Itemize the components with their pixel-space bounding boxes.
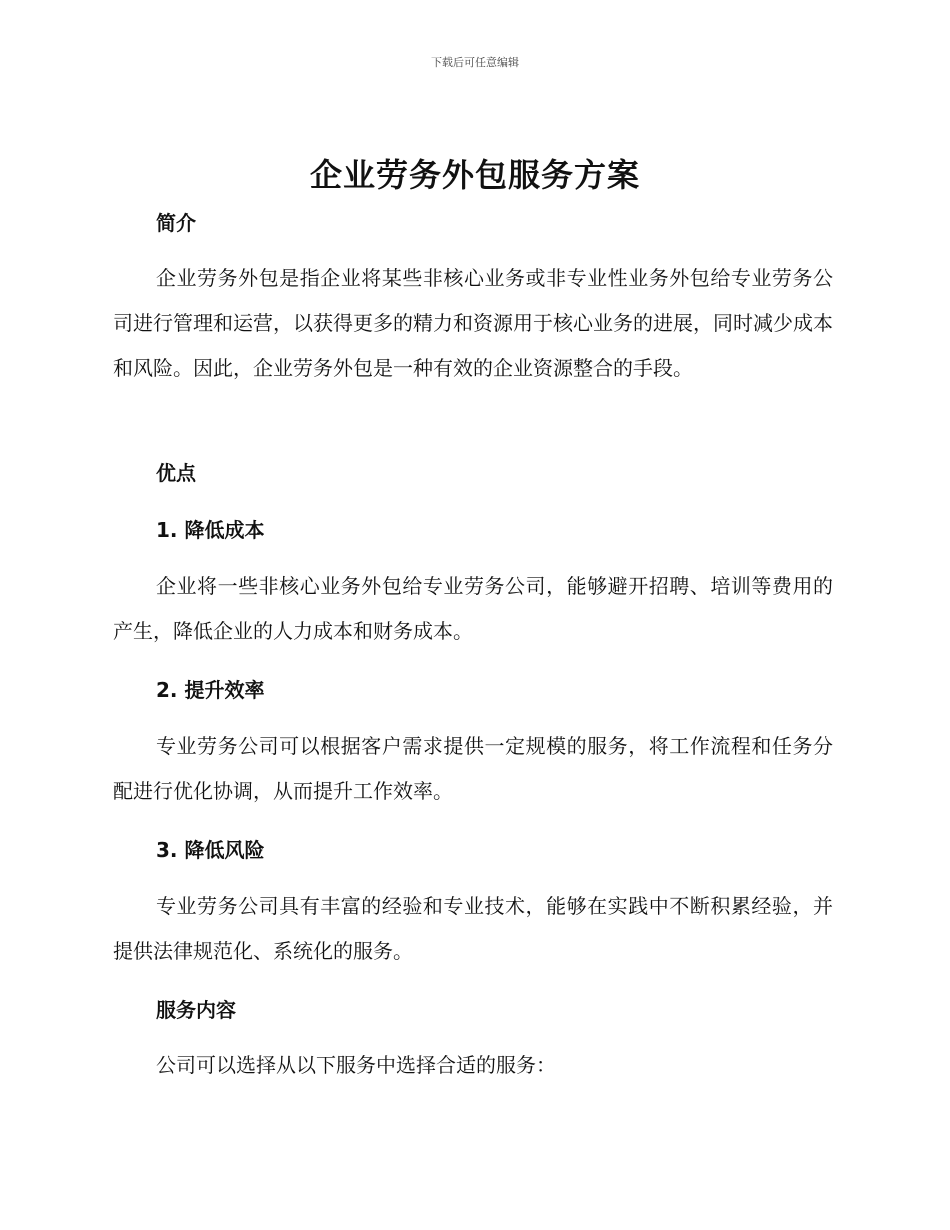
advantages-heading: 优点 bbox=[156, 461, 196, 485]
services-paragraph: 公司可以选择从以下服务中选择合适的服务： bbox=[156, 1053, 556, 1077]
advantage-1-heading: 1. 降低成本 bbox=[156, 518, 265, 542]
services-heading: 服务内容 bbox=[156, 998, 236, 1022]
advantage-1-paragraph: 企业将一些非核心业务外包给专业劳务公司，能够避开招聘、培训等费用的产生，降低企业的人力成本和财务成本。 bbox=[113, 574, 833, 643]
page-header-note: 下载后可任意编辑 bbox=[431, 56, 519, 69]
advantage-2-paragraph: 专业劳务公司可以根据客户需求提供一定规模的服务，将工作流程和任务分配进行优化协调，从而提升工作效率。 bbox=[113, 734, 833, 803]
advantage-3-heading: 3. 降低风险 bbox=[156, 838, 265, 862]
advantage-3-paragraph: 专业劳务公司具有丰富的经验和专业技术，能够在实践中不断积累经验，并提供法律规范化、系统化的服务。 bbox=[113, 894, 833, 963]
intro-paragraph: 企业劳务外包是指企业将某些非核心业务或非专业性业务外包给专业劳务公司进行管理和运营，以获得更多的精力和资源用于核心业务的进展，同时减少成本和风险。因此，企业劳务外包是一种有效的企业资源整合的手段。 bbox=[113, 266, 833, 380]
document-title: 企业劳务外包服务方案 bbox=[309, 156, 640, 194]
intro-heading: 简介 bbox=[156, 211, 196, 235]
advantage-2-heading: 2. 提升效率 bbox=[156, 678, 265, 702]
